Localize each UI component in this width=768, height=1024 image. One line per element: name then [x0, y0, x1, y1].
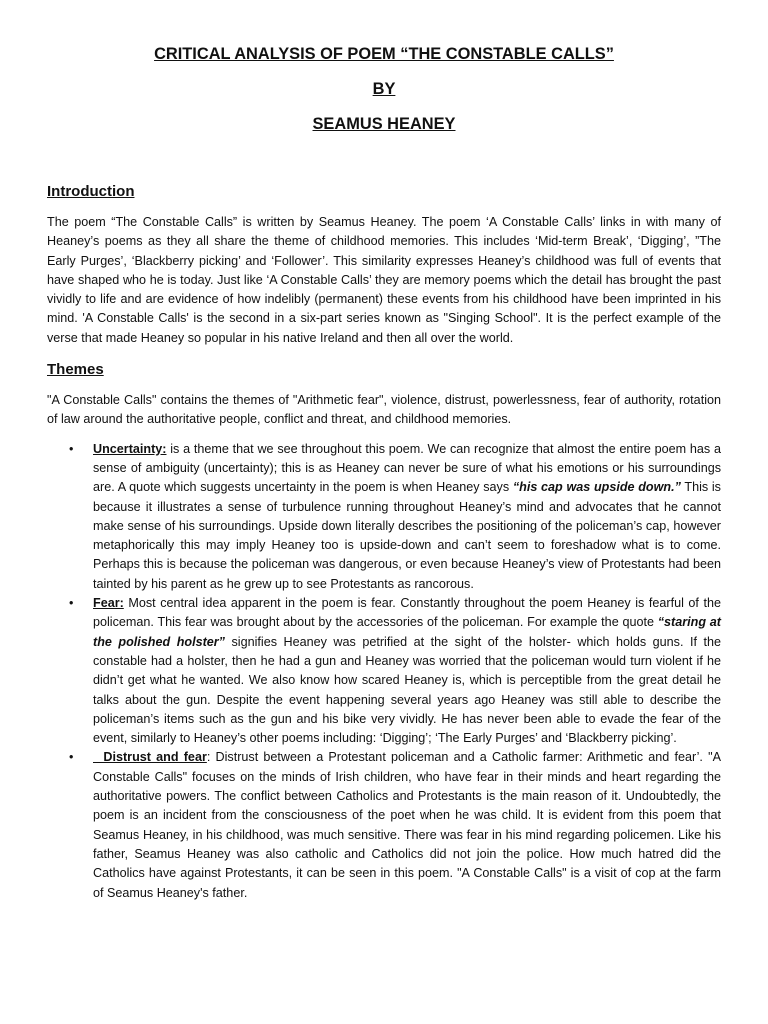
- document-title: CRITICAL ANALYSIS OF POEM “THE CONSTABLE CALLS”: [154, 45, 614, 63]
- bullet-icon: •: [69, 441, 74, 456]
- themes-section: [47, 360, 721, 903]
- theme-term: Fear:: [93, 596, 124, 611]
- theme-term: Uncertainty:: [93, 441, 167, 456]
- title-by: BY: [372, 80, 396, 98]
- themes-heading: Themes: [47, 361, 104, 379]
- theme-text: This is because it illustrates a sense of turbulence running throughout Heaney’s mind and advocates that he cannot make sense of his surroundings. Upside down literally describes the positioning of the policeman’s cap, however metaphorically this may imply Heaney too is upside-down and can’t seem to foreshadow what is to come. Perhaps this is because the policeman was dangerous, or even because Heaney’s view of Protestants had been tainted by his parent as he grew up to see Protestants as rancorous.: [93, 480, 721, 591]
- bullet-icon: •: [69, 750, 74, 765]
- list-item: [47, 594, 721, 748]
- theme-text: Most central idea apparent in the poem is fear. Constantly throughout the poem Heaney is fearful of the policeman. This fear was brought about by the accessories of the policeman. For example the quote: [93, 596, 721, 630]
- theme-text: signifies Heaney was petrified at the sight of the holster- which holds guns. If the constable had a holster, then he had a gun and Heaney was worried that the policeman would turn violent if he didn’t get what he wanted. We also know how scared Heaney is, which is perceptible from the great detail he talks about the gun. Despite the event happening several years ago Heaney was still able to describe the policeman’s items such as the gun and his bike very vividly. He has never been able to evade the fear of the event, similarly to Heaney’s other poems including: ‘Digging’; ‘The Early Purges’ and ‘Blackberry picking’.: [93, 634, 722, 746]
- theme-quote: “his cap was upside down.”: [512, 480, 681, 495]
- introduction-heading: Introduction: [47, 183, 135, 200]
- theme-term: Distrust and fear: [93, 750, 207, 765]
- introduction-section: [47, 182, 721, 348]
- list-item: [47, 440, 721, 594]
- theme-quote: “staring at the polished holster”: [93, 615, 721, 649]
- themes-list: [47, 440, 721, 903]
- list-item: [47, 748, 721, 902]
- author-name: SEAMUS HEANEY: [312, 115, 456, 133]
- introduction-paragraph: The poem “The Constable Calls” is written by Seamus Heaney. The poem ‘A Constable Calls’ links in with many of Heaney’s poems as they all share the theme of childhood memories. This includes ‘Mid-term Break’, ‘Digging’, ”The Early Purges’, ‘Blackberry picking’ and ‘Follower’. This similarity expresses Heaney’s childhood was full of events that have shaped who he is today. Just like ‘A Constable Calls’ they are memory poems which the detail has brought the past vividly to life and are evidence of how indelibly (permanent) these events from his childhood have been imprinted in his mind. 'A Constable Calls' is the second in a six-part series known as "Singing School". It is the perfect example of the verse that made Heaney so popular in his native Ireland and then all over the world.: [47, 215, 721, 345]
- bullet-icon: •: [69, 596, 74, 611]
- theme-text: is a theme that we see throughout this poem. We can recognize that almost the entire poem has a sense of ambiguity (uncertainty); this is as Heaney can never be sure of what his emotions or his surroundings are. A quote which suggests uncertainty in the poem is when Heaney says: [93, 441, 721, 495]
- theme-text: : Distrust between a Protestant policeman and a Catholic farmer: Arithmetic and fear’. "A Constable Calls" focuses on the minds of Irish children, who have fear in their minds and heart regarding the authoritative powers. The conflict between Catholics and Protestants is the main reason of it. Undoubtedly, the poem is an incident from the consciousness of the poet when he was child. It is evident from this poem that Seamus Heaney, in his childhood, was much sensitive. There was fear in his mind regarding policemen. Like his father, Seamus Heaney was also catholic and Catholics did not join the police. How much hatred did the Catholics have against Protestants, it can be seen in this poem. "A Constable Calls" is a visit of cop at the farm of Seamus Heaney's father.: [93, 750, 721, 900]
- themes-intro-paragraph: "A Constable Calls" contains the themes of "Arithmetic fear", violence, distrust, powerlessness, fear of authority, rotation of law around the authoritative people, conflict and threat, and childhood memories.: [47, 393, 721, 427]
